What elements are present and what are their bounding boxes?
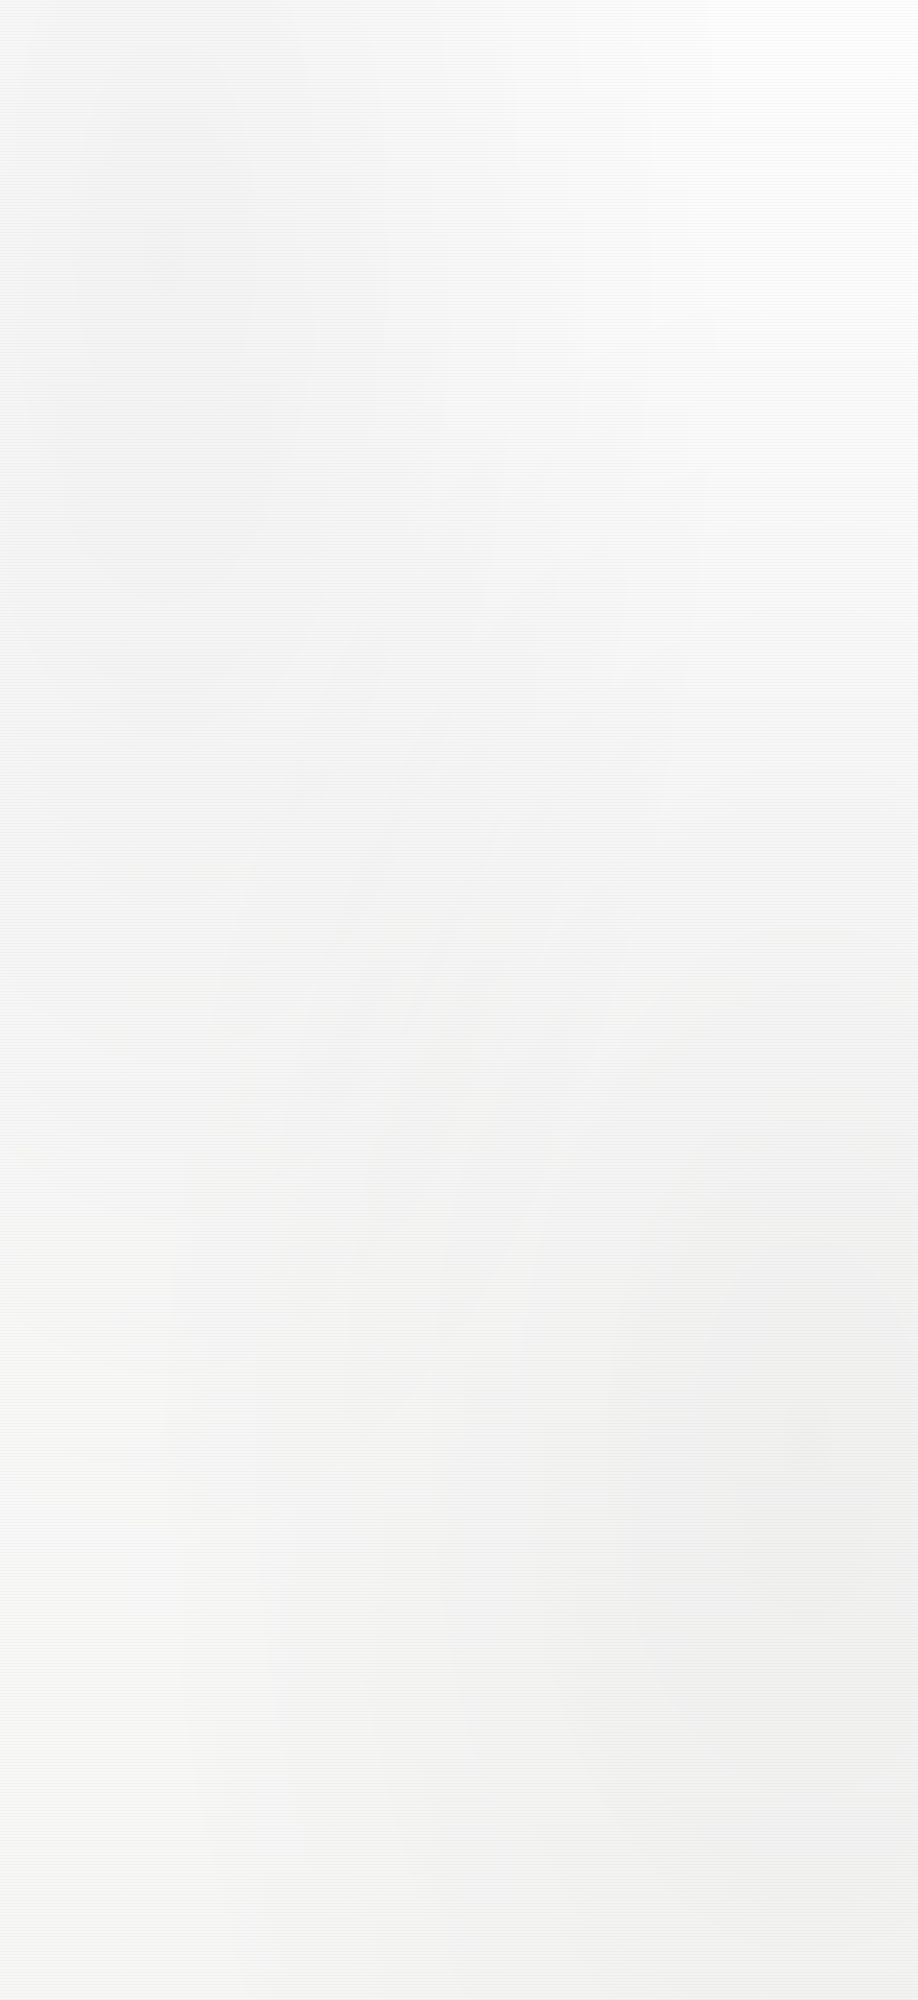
scan-speck <box>563 210 565 212</box>
scan-speck <box>128 1430 130 1439</box>
scan-speck <box>645 380 648 383</box>
scan-speck <box>130 1050 132 1056</box>
scan-speck <box>700 1880 702 1882</box>
